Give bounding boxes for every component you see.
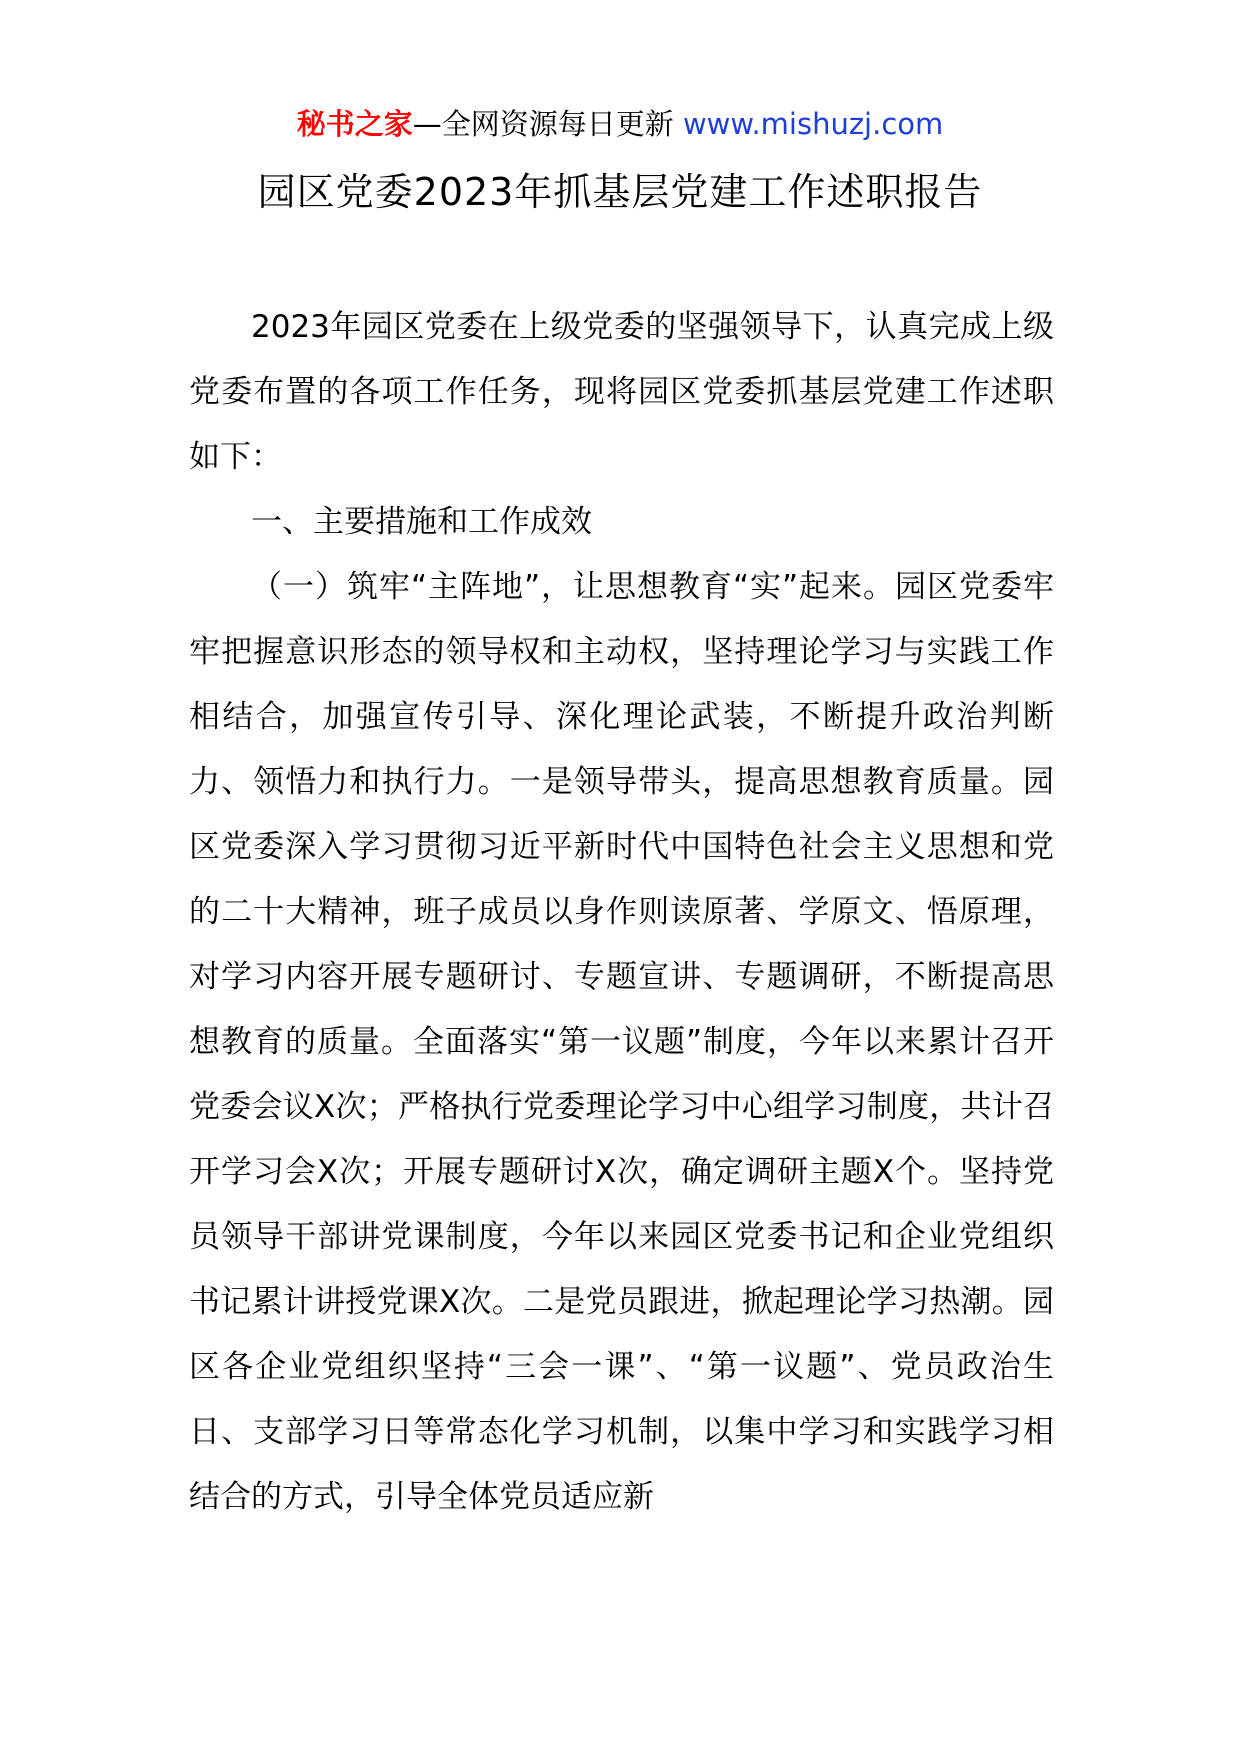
site-url-link[interactable]: www.mishuzj.com	[682, 107, 944, 141]
intro-paragraph: 2023年园区党委在上级党委的坚强领导下，认真完成上级党委布置的各项工作任务，现将园区党委抓基层党建工作述职如下：	[189, 309, 1054, 475]
header-slogan: —全网资源每日更新	[412, 107, 683, 141]
body-paragraph: （一）筑牢“主阵地”，让思想教育“实”起来。园区党委牢牢把握意识形态的领导权和主动权，坚持理论学习与实践工作相结合，加强宣传引导、深化理论武装，不断提升政治判断力、领悟力和执行力。一是领导带头，提高思想教育质量。园区党委深入学习贯彻习近平新时代中国特色社会主义思想和党的二十大精神，班子成员以身作则读原著、学原文、悟原理，对学习内容开展专题研讨、专题宣讲、专题调研，不断提高思想教育的质量。全面落实“第一议题”制度，今年以来累计召开党委会议X次；严格执行党委理论学习中心组学习制度，共计召开学习会X次；开展专题研讨X次，确定调研主题X个。坚持党员领导干部讲党课制度，今年以来园区党委书记和企业党组织书记累计讲授党课X次。二是党员跟进，掀起理论学习热潮。园区各企业党组织坚持“三会一课”、“第一议题”、党员政治生日、支部学习日等常态化学习机制，以集中学习和实践学习相结合的方式，引导全体党员适应新	[189, 569, 1054, 1515]
document-title: 园区党委2023年抓基层党建工作述职报告	[257, 170, 983, 214]
watermark-header	[0, 102, 1240, 146]
section-heading: 一、主要措施和工作成效	[251, 504, 592, 540]
brand-name: 秘书之家	[296, 107, 413, 141]
document-body	[189, 295, 1054, 1530]
